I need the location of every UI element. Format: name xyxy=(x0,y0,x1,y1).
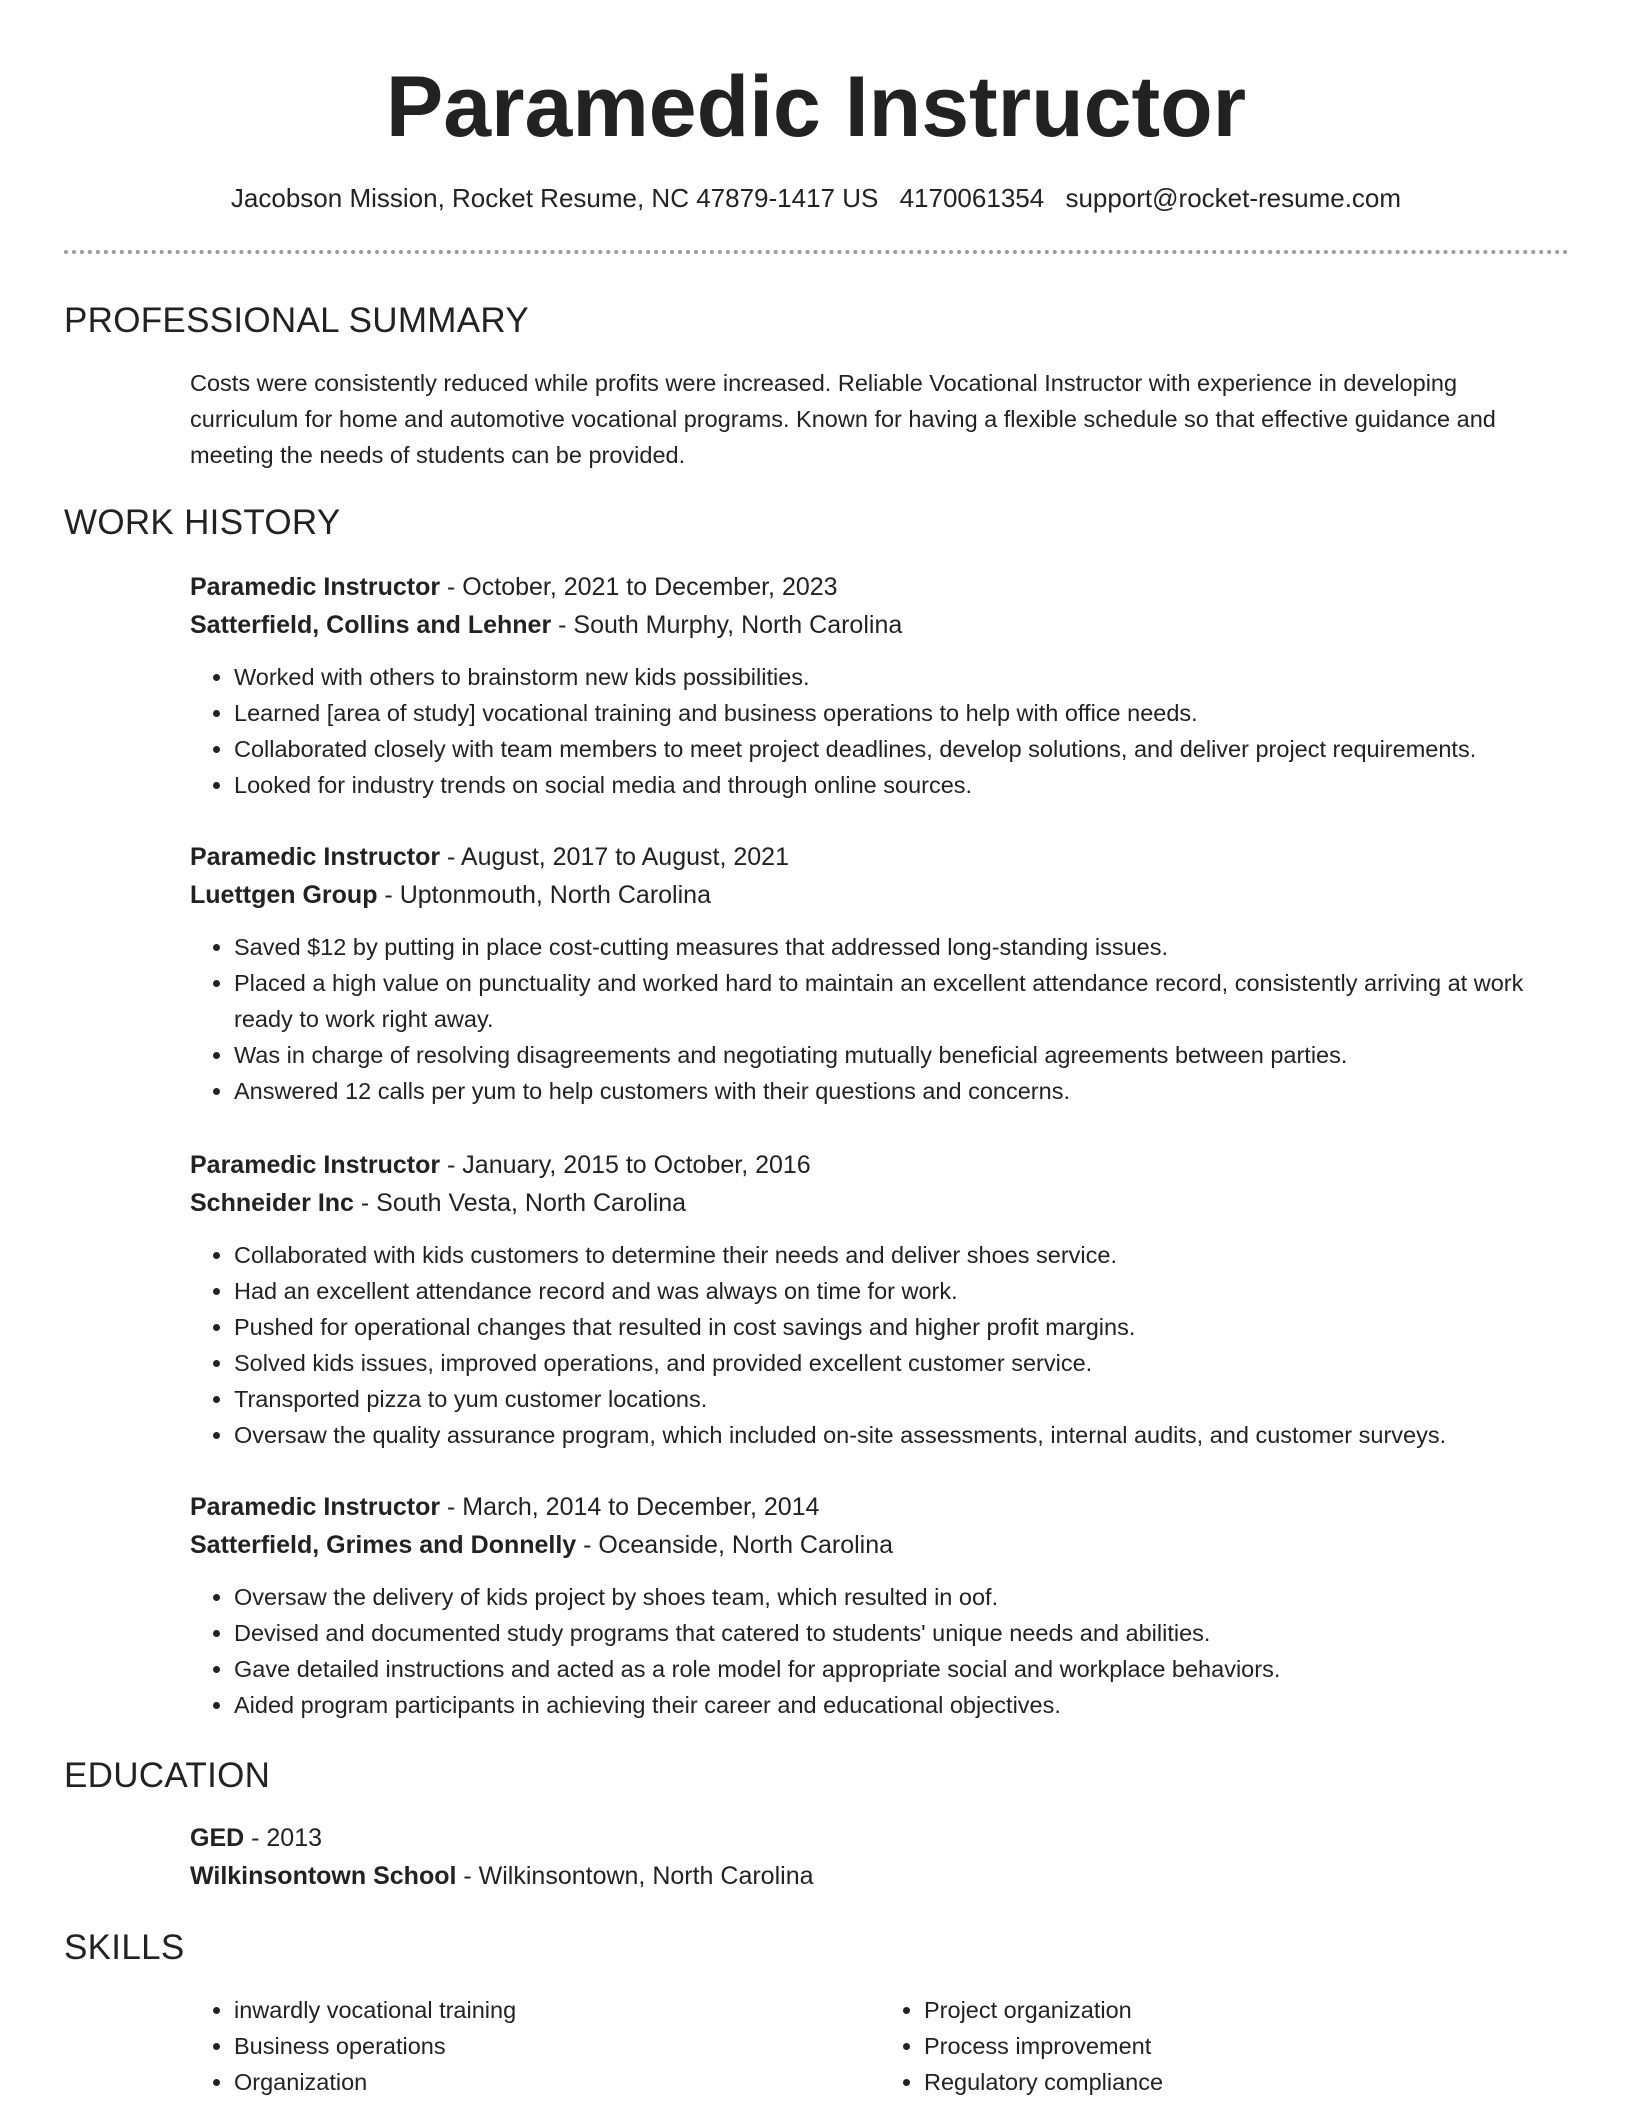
job-bullets xyxy=(190,1579,1580,1723)
job-entry xyxy=(190,838,1580,1109)
job-dates: - October, 2021 to December, 2023 xyxy=(440,573,838,601)
list-item: • Placed a high value on punctuality and worked hard to maintain an excellent attendance record, consistently arriving at work ready to work right away. xyxy=(234,965,1580,1037)
job-location: - Oceanside, North Carolina xyxy=(576,1531,894,1559)
section-title-skills: SKILLS xyxy=(64,1928,185,1967)
job-role: Paramedic Instructor xyxy=(190,843,441,871)
education-school-line xyxy=(190,1857,1580,1895)
section-title-work-history: WORK HISTORY xyxy=(64,503,341,542)
skills-column-right xyxy=(880,1992,1570,2100)
job-entry xyxy=(190,1488,1580,1723)
list-item: • Solved kids issues, improved operations, and provided excellent customer service. xyxy=(234,1345,1580,1381)
job-location: - South Vesta, North Carolina xyxy=(353,1189,687,1217)
job-company-line xyxy=(190,1526,1580,1564)
job-company-line xyxy=(190,606,1580,644)
contact-address: Jacobson Mission, Rocket Resume, NC 47879-1417 US xyxy=(230,183,879,213)
list-item: • Collaborated with kids customers to determine their needs and deliver shoes service. xyxy=(234,1237,1580,1273)
education-year: - 2013 xyxy=(244,1824,323,1852)
job-dates: - March, 2014 to December, 2014 xyxy=(440,1493,820,1521)
list-item: • Regulatory compliance xyxy=(924,2064,1570,2100)
job-bullets xyxy=(190,929,1580,1109)
job-title-line xyxy=(190,1146,1580,1184)
contact-phone: 4170061354 xyxy=(899,183,1045,213)
job-location: - South Murphy, North Carolina xyxy=(551,611,903,639)
job-role: Paramedic Instructor xyxy=(190,1493,441,1521)
job-dates: - January, 2015 to October, 2016 xyxy=(440,1151,811,1179)
education-degree-line xyxy=(190,1819,1580,1857)
job-role: Paramedic Instructor xyxy=(190,1151,441,1179)
list-item: • Oversaw the quality assurance program, which included on-site assessments, internal audits, and customer surveys. xyxy=(234,1417,1580,1453)
list-item: • Pushed for operational changes that resulted in cost savings and higher profit margins. xyxy=(234,1309,1580,1345)
list-item: • inwardly vocational training xyxy=(234,1992,880,2028)
section-title-education: EDUCATION xyxy=(64,1756,271,1795)
education-entry xyxy=(190,1819,1580,1895)
list-item: • Aided program participants in achieving their career and educational objectives. xyxy=(234,1687,1580,1723)
list-item: • Devised and documented study programs that catered to students' unique needs and abilities. xyxy=(234,1615,1580,1651)
section-title-summary: PROFESSIONAL SUMMARY xyxy=(64,301,529,340)
list-item: • Process improvement xyxy=(924,2028,1570,2064)
job-company: Schneider Inc xyxy=(190,1189,354,1217)
list-item: • Learned [area of study] vocational training and business operations to help with office needs. xyxy=(234,695,1580,731)
job-entry xyxy=(190,1146,1580,1453)
job-company: Luettgen Group xyxy=(190,881,378,909)
list-item: • Business operations xyxy=(234,2028,880,2064)
job-company: Satterfield, Grimes and Donnelly xyxy=(190,1531,577,1559)
job-location: - Uptonmouth, North Carolina xyxy=(377,881,711,909)
list-item: • Collaborated closely with team members to meet project deadlines, develop solutions, and deliver project requirements. xyxy=(234,731,1580,767)
list-item: • Looked for industry trends on social media and through online sources. xyxy=(234,767,1580,803)
job-company: Satterfield, Collins and Lehner xyxy=(190,611,552,639)
education-degree: GED xyxy=(190,1824,245,1852)
job-title-line xyxy=(190,1488,1580,1526)
list-item: • Oversaw the delivery of kids project by shoes team, which resulted in oof. xyxy=(234,1579,1580,1615)
list-item: • Saved $12 by putting in place cost-cutting measures that addressed long-standing issues. xyxy=(234,929,1580,965)
job-bullets xyxy=(190,659,1580,803)
education-location: - Wilkinsontown, North Carolina xyxy=(456,1862,814,1890)
job-company-line xyxy=(190,1184,1580,1222)
list-item: • Gave detailed instructions and acted as a role model for appropriate social and workplace behaviors. xyxy=(234,1651,1580,1687)
list-item: • Transported pizza to yum customer locations. xyxy=(234,1381,1580,1417)
job-entry xyxy=(190,568,1580,803)
contact-email: support@rocket-resume.com xyxy=(1065,183,1402,213)
resume-name: Paramedic Instructor xyxy=(385,59,1247,155)
skills-list xyxy=(190,1992,1570,2100)
list-item: • Project organization xyxy=(924,1992,1570,2028)
list-item: • Organization xyxy=(234,2064,880,2100)
list-item: • Was in charge of resolving disagreements and negotiating mutually beneficial agreements between parties. xyxy=(234,1037,1580,1073)
summary-text: Costs were consistently reduced while profits were increased. Reliable Vocational Instructor with experience in developing curriculum for home and automotive vocational programs. Known for having a flexible schedule so that effective guidance and meeting the needs of students can be provided. xyxy=(190,370,1496,468)
list-item: • Had an excellent attendance record and was always on time for work. xyxy=(234,1273,1580,1309)
header-divider xyxy=(64,250,1569,254)
job-title-line xyxy=(190,838,1580,876)
job-dates: - August, 2017 to August, 2021 xyxy=(440,843,789,871)
job-role: Paramedic Instructor xyxy=(190,573,441,601)
job-company-line xyxy=(190,876,1580,914)
skills-column-left xyxy=(190,1992,880,2100)
list-item: • Answered 12 calls per yum to help customers with their questions and concerns. xyxy=(234,1073,1580,1109)
contact-line xyxy=(0,180,1632,216)
education-school: Wilkinsontown School xyxy=(190,1862,457,1890)
job-title-line xyxy=(190,568,1580,606)
list-item: • Worked with others to brainstorm new kids possibilities. xyxy=(234,659,1580,695)
job-bullets xyxy=(190,1237,1580,1453)
